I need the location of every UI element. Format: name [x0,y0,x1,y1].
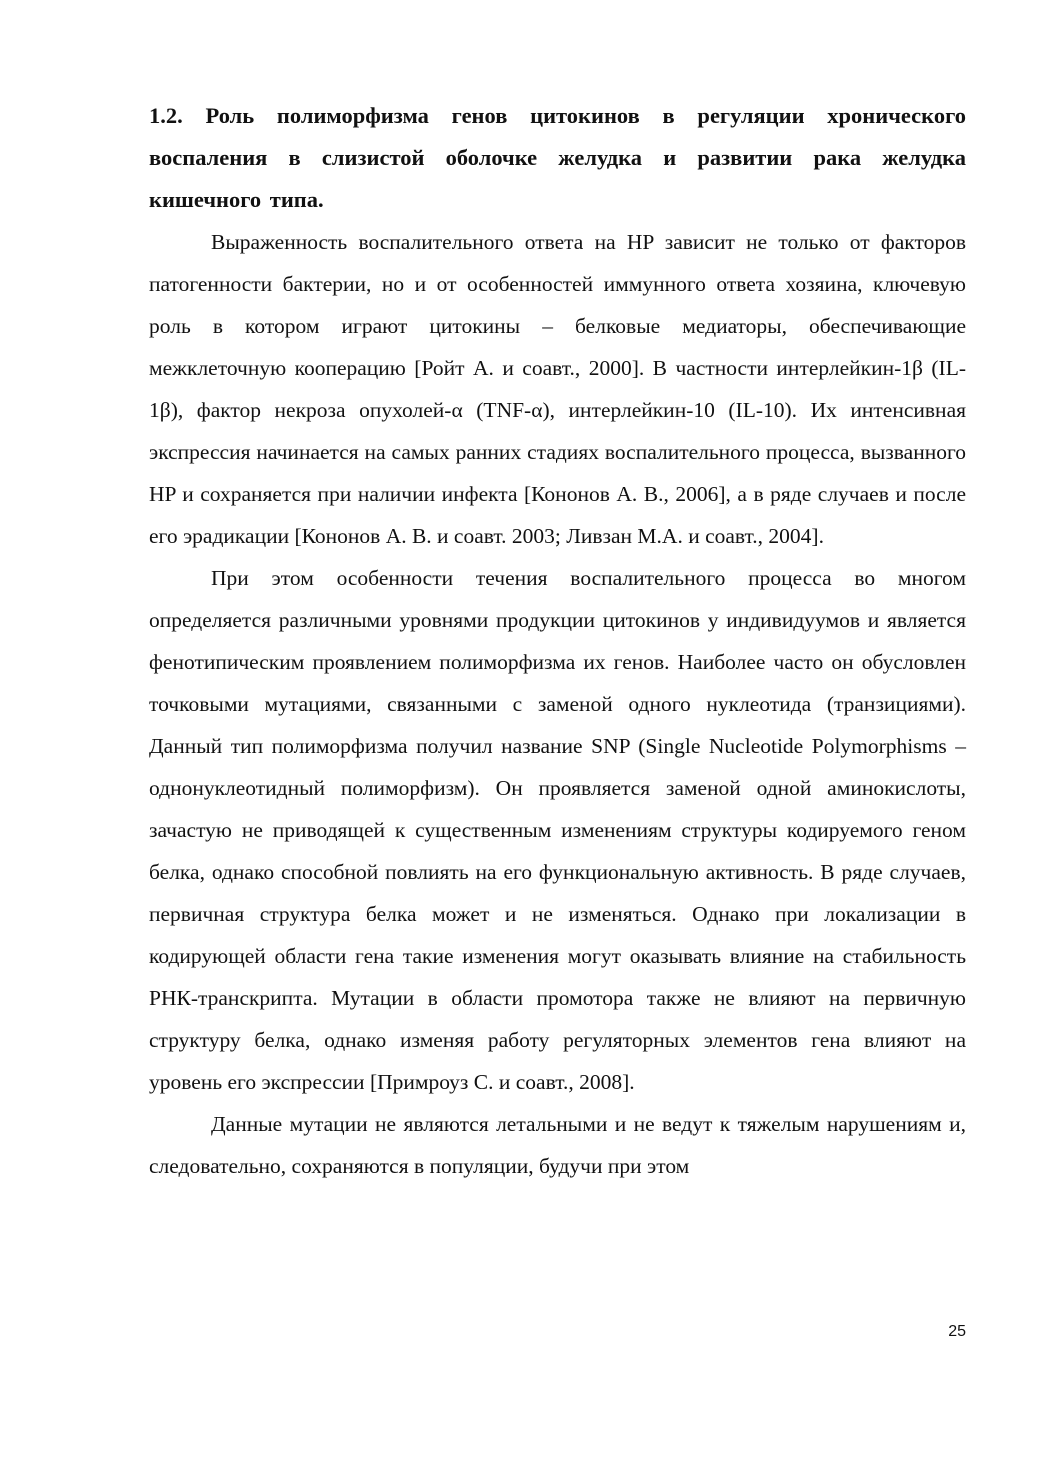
paragraph-1: Выраженность воспалительного ответа на HP зависит не только от факторов патогенности бактерии, но и от особенностей иммунного ответа хозяина, ключевую роль в котором играют цитокины – белковые медиаторы, обеспечивающие межклеточную кооперацию [Ройт А. и соавт., 2000]. В частности интерлейкин-1β (IL-1β), фактор некроза опухолей-α (TNF-α), интерлейкин-10 (IL-10). Их интенсивная экспрессия начинается на самых ранних стадиях воспалительного процесса, вызванного HP и сохраняется при наличии инфекта [Кононов А. В., 2006], а в ряде случаев и после его эрадикации [Кононов А. В. и соавт. 2003; Ливзан М.А. и соавт., 2004]. [149,230,966,548]
page-number: 25 [948,1323,966,1340]
paragraph-3: Данные мутации не являются летальными и не ведут к тяжелым нарушениям и, следовательно, сохраняются в популяции, будучи при этом [149,1112,966,1178]
page-content [149,95,966,1187]
paragraph-2: При этом особенности течения воспалительного процесса во многом определяется различными уровнями продукции цитокинов у индивидуумов и является фенотипическим проявлением полиморфизма их генов. Наиболее часто он обусловлен точковыми мутациями, связанными с заменой одного нуклеотида (транзициями). Данный тип полиморфизма получил название SNP (Single Nucleotide Polymorphisms – однонуклеотидный полиморфизм). Он проявляется заменой одной аминокислоты, зачастую не приводящей к существенным изменениям структуры кодируемого геном белка, однако способной повлиять на его функциональную активность. В ряде случаев, первичная структура белка может и не изменяться. Однако при локализации в кодирующей области гена такие изменения могут оказывать влияние на стабильность РНК-транскрипта. Мутации в области промотора также не влияют на первичную структуру белка, однако изменяя работу регуляторных элементов гена влияют на уровень его экспрессии [Примроуз С. и соавт., 2008]. [149,566,966,1094]
section-heading: 1.2. Роль полиморфизма генов цитокинов в регуляции хронического воспаления в слизистой оболочке желудка и развитии рака желудка кишечного типа. [149,103,966,212]
